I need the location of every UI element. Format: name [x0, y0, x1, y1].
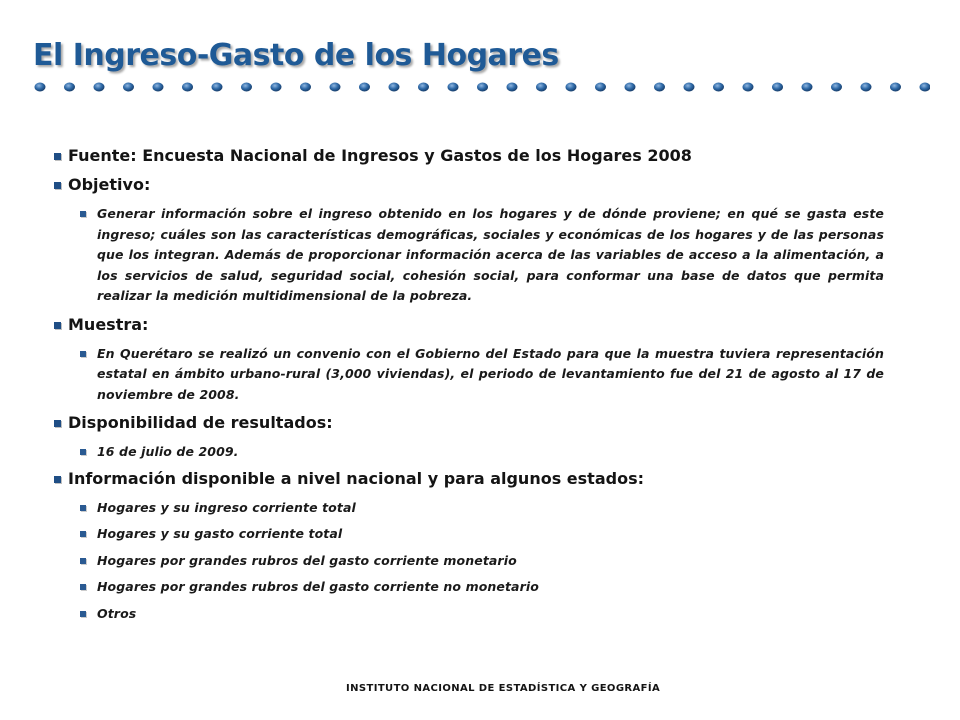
section-heading	[54, 315, 904, 335]
square-bullet-icon	[54, 322, 61, 329]
sub-bullet-text: Hogares y su gasto corriente total	[97, 526, 343, 541]
square-bullet-icon	[80, 211, 86, 217]
divider-dot	[625, 83, 636, 92]
divider-dot	[271, 83, 282, 92]
divider-dot	[743, 83, 754, 92]
section-heading	[54, 146, 904, 166]
divider-dot	[654, 83, 665, 92]
divider-dot	[212, 83, 223, 92]
sub-bullet-text: En Querétaro se realizó un convenio con el Gobierno del Estado para que la muestra tuviera representación estatal en ámbito urbano-rural (3,000 viviendas), el periodo de levantamiento fue del 21 de agosto al 17 de noviembre de 2008.	[97, 345, 884, 402]
slide-title: El Ingreso-Gasto de los Hogares	[33, 38, 559, 73]
section-heading	[54, 175, 904, 195]
section-heading	[54, 413, 904, 433]
sub-bullet-item	[80, 551, 904, 572]
divider-dot	[890, 83, 901, 92]
divider-dot	[920, 83, 931, 92]
sub-bullet-text: Hogares por grandes rubros del gasto corriente no monetario	[97, 579, 539, 594]
square-bullet-icon	[80, 351, 86, 357]
sub-bullet-item	[80, 442, 904, 463]
divider-dot	[123, 83, 134, 92]
divider-dot	[684, 83, 695, 92]
divider-dot	[507, 83, 518, 92]
square-bullet-icon	[80, 505, 86, 511]
sub-bullet-text: 16 de julio de 2009.	[97, 444, 239, 459]
sub-bullet-text: Hogares por grandes rubros del gasto corriente monetario	[97, 552, 517, 568]
sub-bullet-item	[80, 204, 884, 307]
divider-dot	[802, 83, 813, 92]
divider-dot	[477, 83, 488, 92]
divider-dot	[418, 83, 429, 92]
sub-bullet-item	[80, 577, 904, 598]
divider-dot	[595, 83, 606, 92]
section-heading-text: Muestra:	[68, 314, 149, 334]
sub-bullet-text: Hogares y su ingreso corriente total	[97, 499, 356, 515]
square-bullet-icon	[54, 420, 61, 427]
divider-dot	[831, 83, 842, 92]
square-bullet-icon	[54, 476, 61, 483]
sub-bullet-item	[80, 498, 904, 519]
square-bullet-icon	[80, 449, 86, 455]
section-heading-text: Información disponible a nivel nacional y para algunos estados:	[68, 468, 644, 488]
divider-dot	[861, 83, 872, 92]
divider-dot	[330, 83, 341, 92]
section-heading	[54, 469, 904, 489]
divider-dot	[536, 83, 547, 92]
sub-bullet-item	[80, 604, 904, 625]
square-bullet-icon	[80, 558, 86, 564]
divider-dot	[389, 83, 400, 92]
content-list	[54, 146, 904, 630]
sub-bullet-item	[80, 524, 904, 545]
divider-dot	[772, 83, 783, 92]
divider-dot	[94, 83, 105, 92]
divider-dot	[153, 83, 164, 92]
title-dots-divider	[30, 78, 930, 98]
divider-dot	[35, 83, 46, 92]
footer-institution-logo: INSTITUTO NACIONAL DE ESTADÍSTICA Y GEOGRAFÍA	[346, 683, 661, 694]
square-bullet-icon	[54, 182, 61, 189]
section-heading-text: Fuente: Encuesta Nacional de Ingresos y Gastos de los Hogares 2008	[68, 146, 692, 165]
square-bullet-icon	[80, 584, 86, 590]
divider-dot	[566, 83, 577, 92]
sub-bullet-text: Otros	[97, 605, 137, 621]
sub-bullet-text: Generar información sobre el ingreso obtenido en los hogares y de dónde proviene; en qué se gasta este ingreso; cuáles son las características demográficas, sociales y económicas de los hogares y de las personas que los integran. Además de proporcionar información acerca de las variables de acceso a la alimentación, a los servicios de salud, seguridad social, cohesión social, para conformar una base de datos que permita realizar la medición multidimensional de la pobreza.	[97, 206, 884, 303]
sub-bullet-item	[80, 344, 884, 406]
divider-dot	[713, 83, 724, 92]
section-heading-text: Disponibilidad de resultados:	[68, 413, 333, 432]
divider-dot	[241, 83, 252, 92]
section-heading-text: Objetivo:	[68, 175, 151, 194]
divider-dot	[448, 83, 459, 92]
divider-dot	[182, 83, 193, 92]
square-bullet-icon	[54, 153, 61, 160]
square-bullet-icon	[80, 611, 86, 617]
divider-dot	[359, 83, 370, 92]
divider-dot	[64, 83, 75, 92]
square-bullet-icon	[80, 531, 86, 537]
divider-dot	[300, 83, 311, 92]
